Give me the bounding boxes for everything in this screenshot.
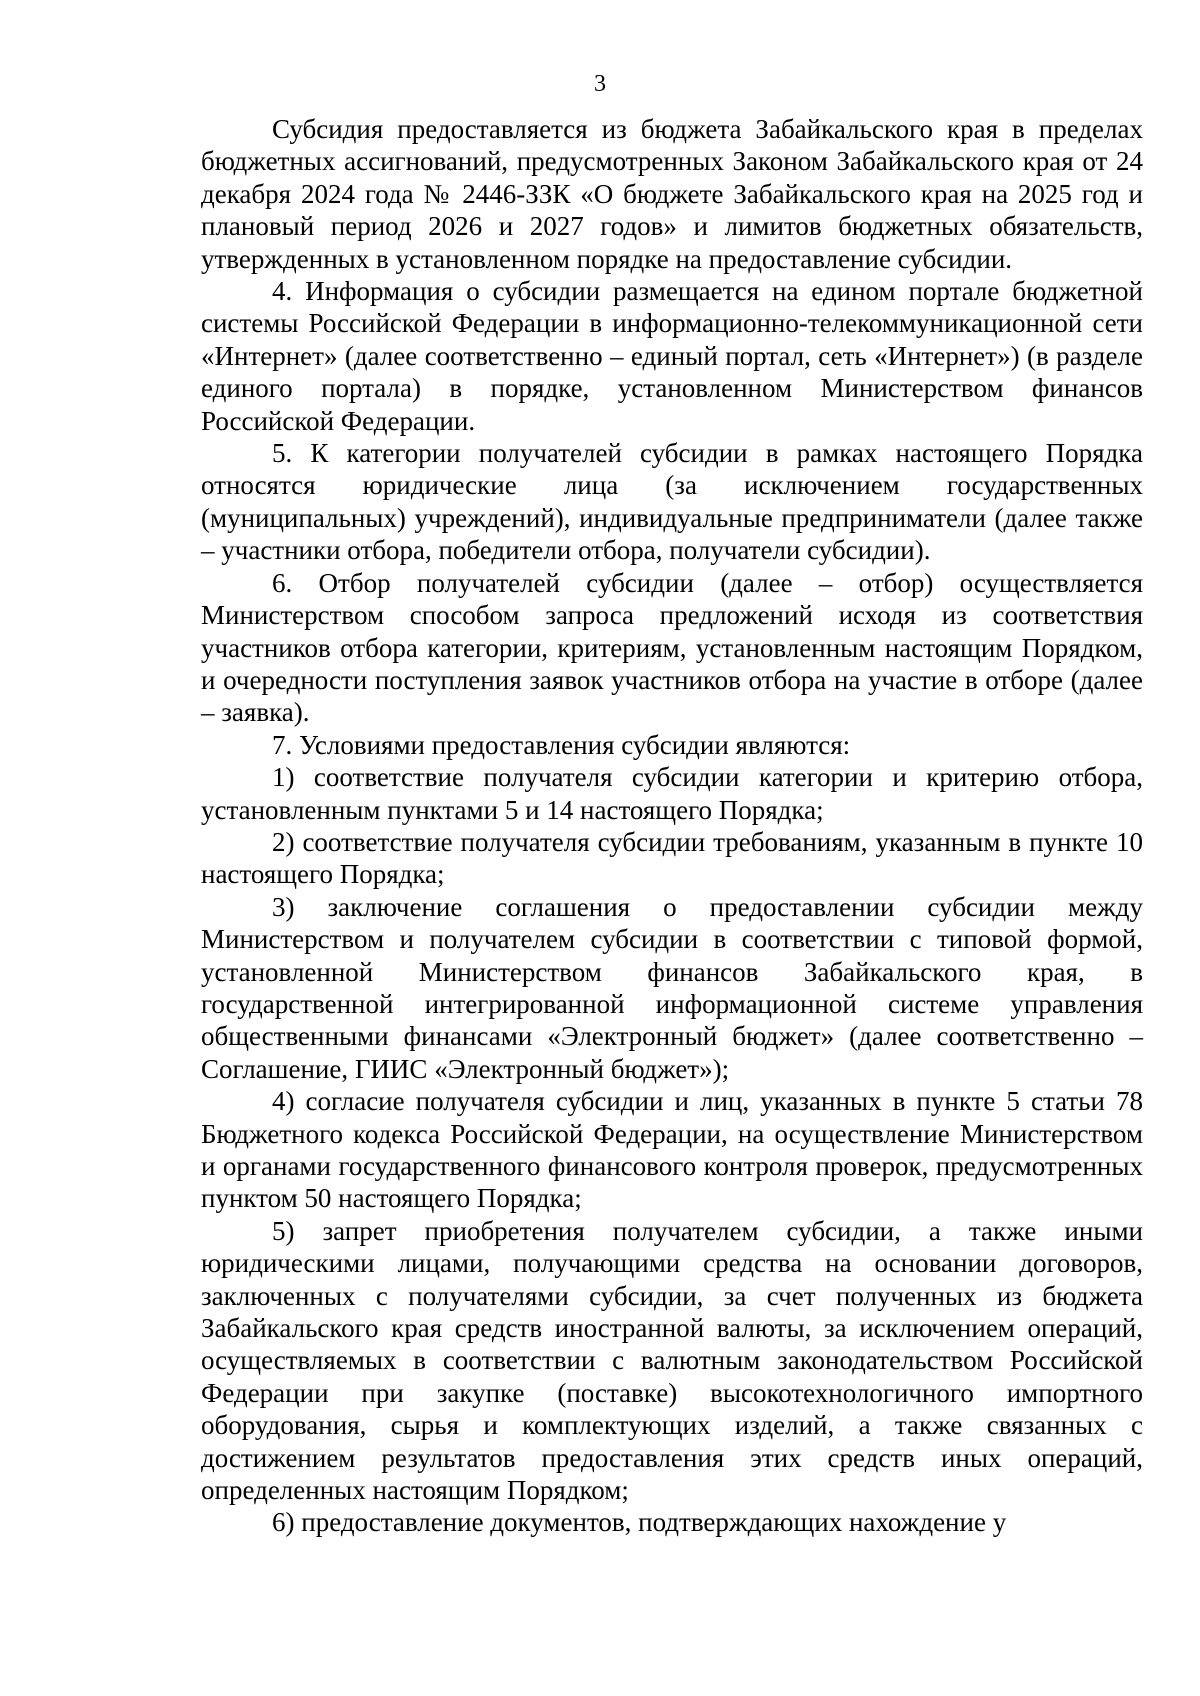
paragraph-condition-6: 6) предоставление документов, подтверждающих нахождение у	[272, 1507, 1007, 1538]
paragraph-condition-2: 2) соответствие получателя субсидии требованиям, указанным в пункте 10 настоящего Порядка;	[201, 826, 1143, 890]
page-number: 3	[594, 71, 606, 97]
paragraph-budget-source: Субсидия предоставляется из бюджета Забайкальского края в пределах бюджетных ассигнований, предусмотренных Законом Забайкальского края от 24 декабря 2024 года № 2446-ЗЗК «О бюджете Забайкальского края на 2025 год и плановый период 2026 и 2027 годов» и лимитов бюджетных обязательств, утвержденных в установленном порядке на предоставление субсидии.	[201, 114, 1143, 274]
paragraph-condition-3: 3) заключение соглашения о предоставлении субсидии между Министерством и получателем субсидии в соответствии с типовой формой, установленной Министерством финансов Забайкальского края, в государственной интегрированной информационной системе управления общественными финансами «Электронный бюджет» (далее соответственно – Соглашение, ГИИС «Электронный бюджет»);	[201, 891, 1143, 1084]
paragraph-condition-5: 5) запрет приобретения получателем субсидии, а также иными юридическими лицами, получающими средства на основании договоров, заключенных с получателями субсидии, за счет полученных из бюджета Забайкальского края средств иностранной валюты, за исключением операций, осуществляемых в соответствии с валютным законодательством Российской Федерации при закупке (поставке) высокотехнологичного импортного оборудования, сырья и комплектующих изделий, а также связанных с достижением результатов предоставления этих средств иных операций, определенных настоящим Порядком;	[201, 1215, 1143, 1506]
paragraph-item-5-recipient-category: 5. К категории получателей субсидии в рамках настоящего Порядка относятся юридические лица (за исключением государственных (муниципальных) учреждений), индивидуальные предприниматели (далее также – участники отбора, победители отбора, получатели субсидии).	[201, 438, 1143, 566]
paragraph-condition-4: 4) согласие получателя субсидии и лиц, указанных в пункте 5 статьи 78 Бюджетного кодекса Российской Федерации, на осуществление Министерством и органами государственного финансового контроля проверок, предусмотренных пунктом 50 настоящего Порядка;	[201, 1086, 1143, 1214]
paragraph-item-7-conditions: 7. Условиями предоставления субсидии являются:	[272, 729, 851, 760]
paragraph-item-4-portal-info: 4. Информация о субсидии размещается на едином портале бюджетной системы Российской Федерации в информационно-телекоммуникационной сети «Интернет» (далее соответственно – единый портал, сеть «Интернет») (в разделе единого портала) в порядке, установленном Министерством финансов Российской Федерации.	[201, 276, 1143, 436]
paragraph-condition-1: 1) соответствие получателя субсидии категории и критерию отбора, установленным пунктами 5 и 14 настоящего Порядка;	[201, 762, 1143, 825]
document-body	[201, 113, 1143, 1539]
paragraph-item-6-selection: 6. Отбор получателей субсидии (далее – отбор) осуществляется Министерством способом запроса предложений исходя из соответствия участников отбора категории, критериям, установленным настоящим Порядком, и очередности поступления заявок участников отбора на участие в отборе (далее – заявка).	[201, 567, 1143, 728]
